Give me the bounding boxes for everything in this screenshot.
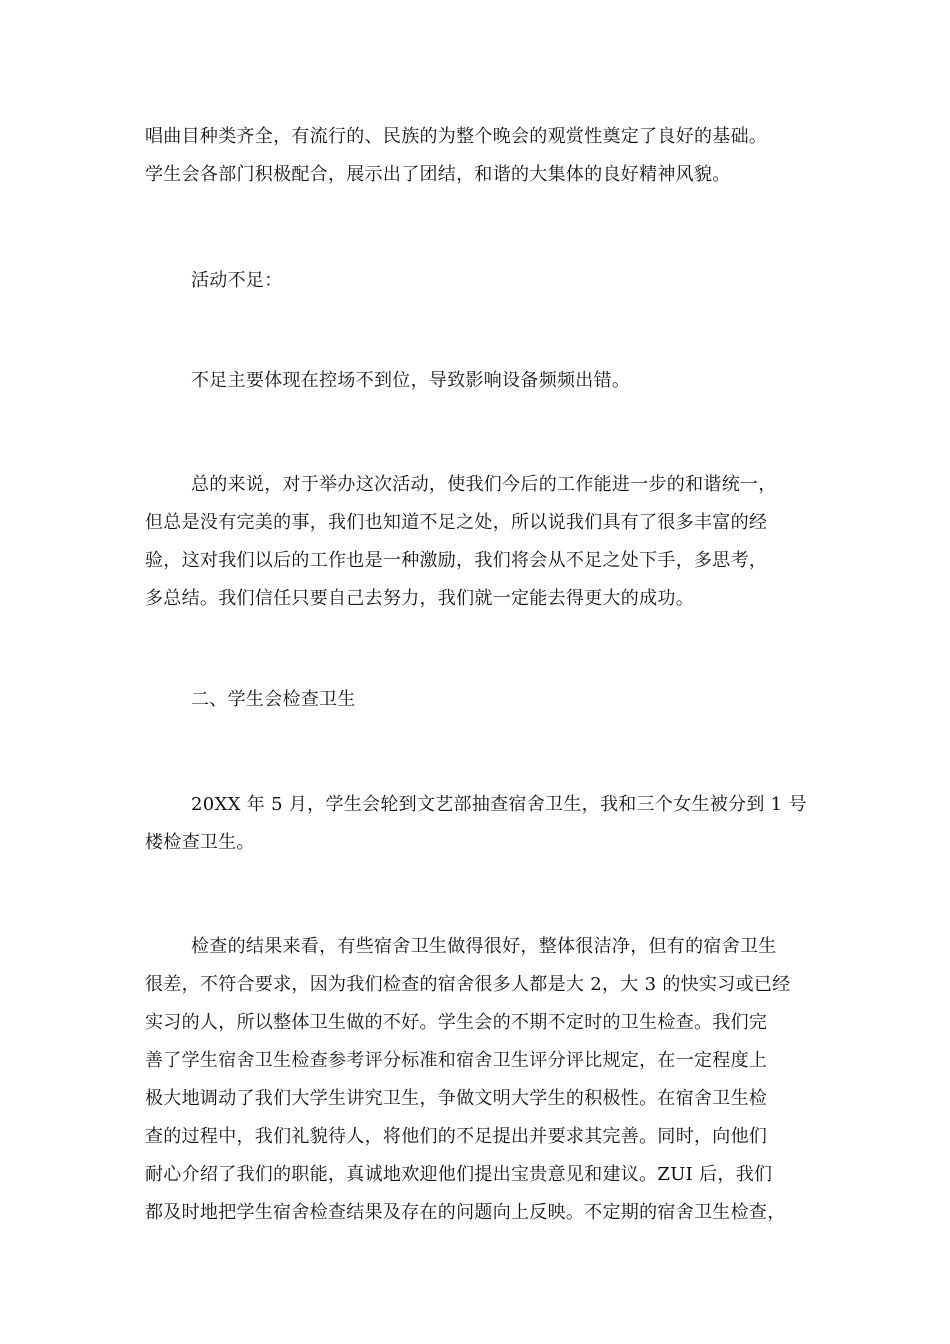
paragraph-performance-summary — [145, 118, 810, 194]
heading-activity-shortcomings — [145, 262, 810, 300]
text-line: 20XX 年 5 月，学生会轮到文艺部抽查宿舍卫生，我和三个女生被分到 1 号 — [191, 794, 807, 815]
text-line: 学生会各部门积极配合，展示出了团结，和谐的大集体的良好精神风貌。 — [145, 164, 731, 185]
text-line: 验，这对我们以后的工作也是一种激励，我们将会从不足之处下手，多思考， — [145, 550, 768, 571]
paragraph-inspection-results — [145, 928, 810, 1232]
text-line: 二、学生会检查卫生 — [191, 689, 356, 710]
text-line: 查的过程中，我们礼貌待人，将他们的不足提出并要求其完善。同时，向他们 — [145, 1126, 768, 1147]
text-line: 总的来说，对于举办这次活动，使我们今后的工作能进一步的和谐统一， — [191, 474, 777, 495]
section-heading-hygiene-inspection — [145, 681, 810, 719]
text-line: 耐心介绍了我们的职能，真诚地欢迎他们提出宝贵意见和建议。ZUI 后，我们 — [145, 1164, 773, 1185]
text-line: 检查的结果来看，有些宿舍卫生做得很好，整体很洁净，但有的宿舍卫生 — [191, 936, 777, 957]
text-line: 都及时地把学生宿舍检查结果及存在的问题向上反映。不定期的宿舍卫生检查， — [145, 1202, 786, 1223]
text-line: 唱曲目种类齐全，有流行的、民族的为整个晚会的观赏性奠定了良好的基础。 — [145, 126, 768, 147]
text-line: 但总是没有完美的事，我们也知道不足之处，所以说我们具有了很多丰富的经 — [145, 512, 768, 533]
text-line: 善了学生宿舍卫生检查参考评分标准和宿舍卫生评分评比规定，在一定程度上 — [145, 1050, 768, 1071]
paragraph-conclusion — [145, 466, 810, 618]
paragraph-shortcomings-detail — [145, 362, 810, 400]
text-line: 活动不足： — [191, 270, 283, 291]
text-line: 极大地调动了我们大学生讲究卫生，争做文明大学生的积极性。在宿舍卫生检 — [145, 1088, 768, 1109]
paragraph-inspection-intro — [145, 786, 810, 862]
text-line: 不足主要体现在控场不到位，导致影响设备频频出错。 — [191, 370, 631, 391]
text-line: 多总结。我们信任只要自己去努力，我们就一定能去得更大的成功。 — [145, 588, 694, 609]
text-line: 楼检查卫生。 — [145, 832, 255, 853]
text-line: 实习的人，所以整体卫生做的不好。学生会的不期不定时的卫生检查。我们完 — [145, 1012, 768, 1033]
text-line: 很差，不符合要求，因为我们检查的宿舍很多人都是大 2，大 3 的快实习或已经 — [145, 974, 791, 995]
